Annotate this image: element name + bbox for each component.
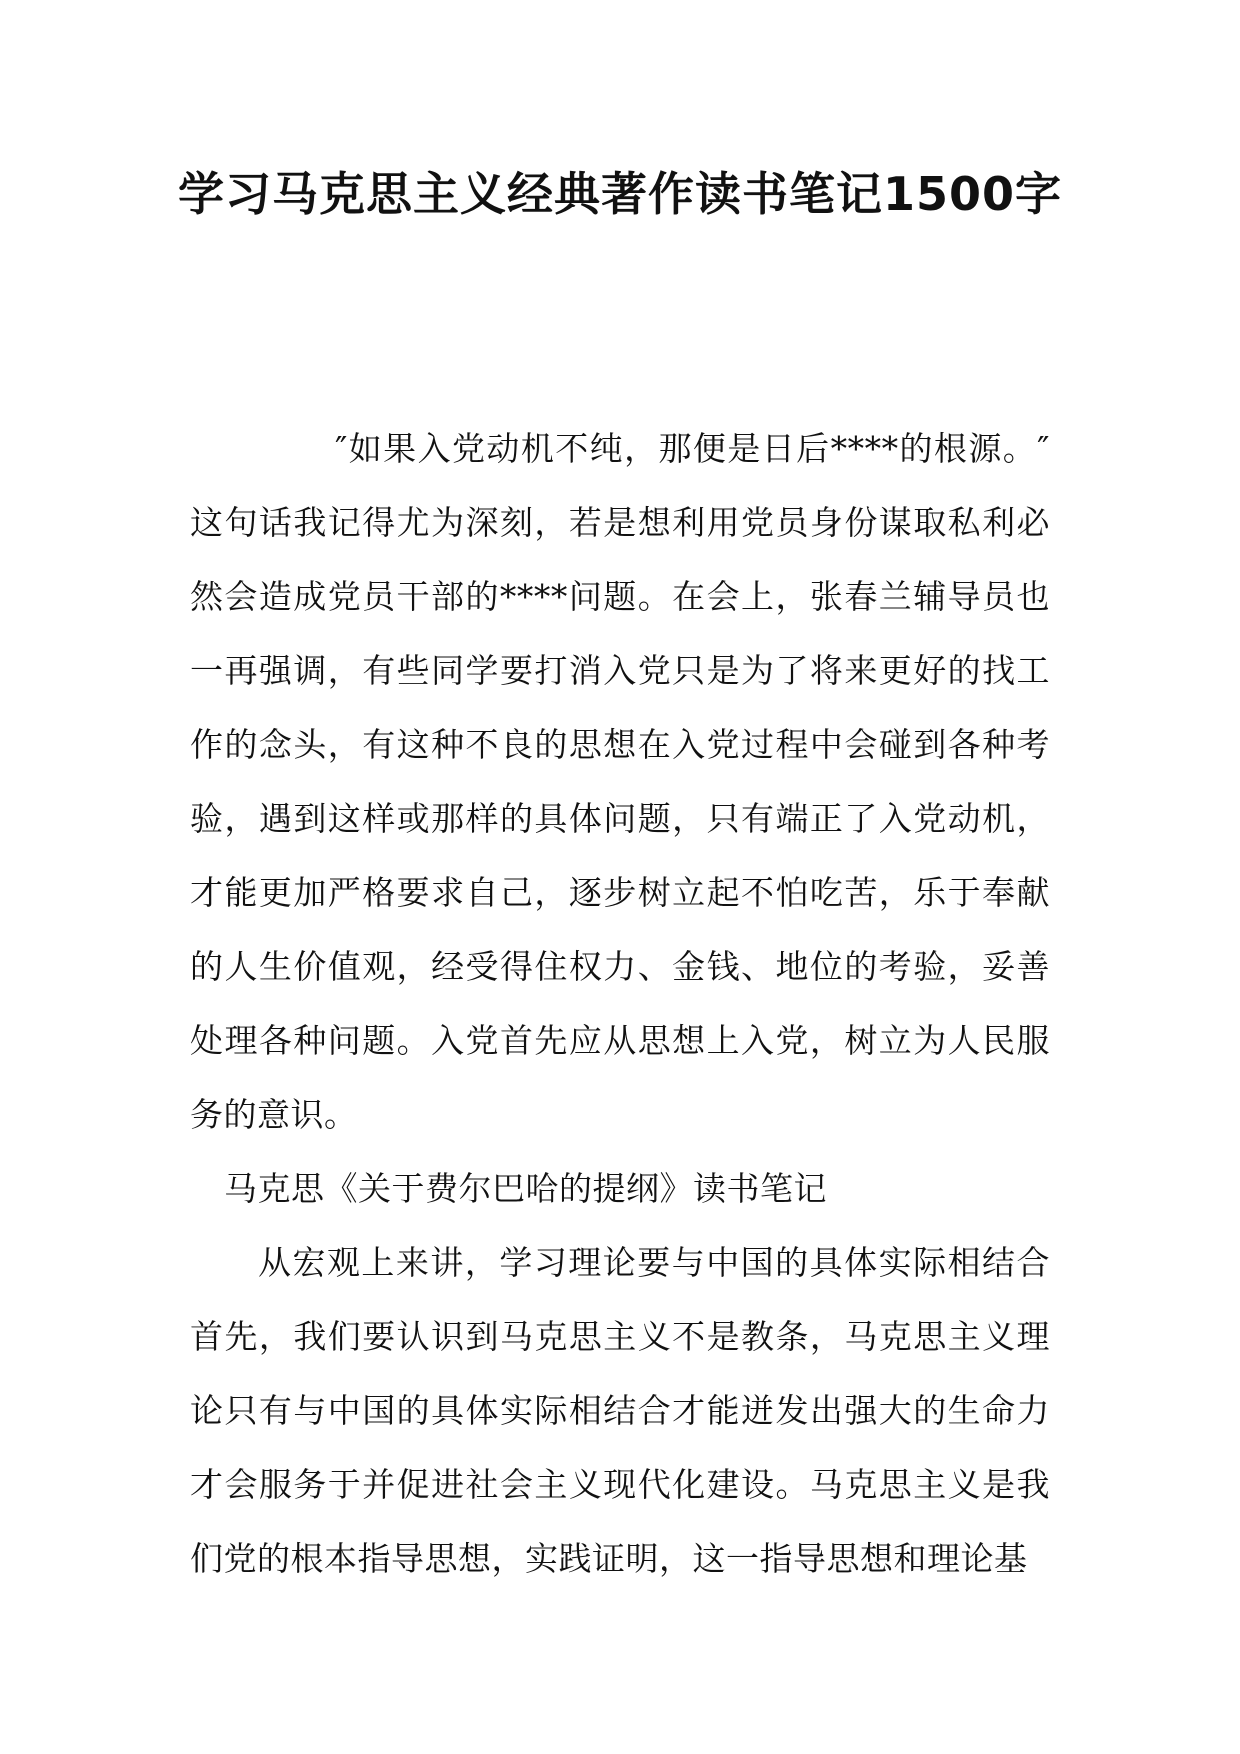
paragraph-motivation: ″如果入党动机不纯，那便是日后****的根源。″这句话我记得尤为深刻，若是想利用党员身份谋取私利必然会造成党员干部的****问题。在会上，张春兰辅导员也一再强调，有些同学要打消入党只是为了将来更好的找工作的念头，有这种不良的思想在入党过程中会碰到各种考验，遇到这样或那样的具体问题，只有端正了入党动机，才能更加严格要求自己，逐步树立起不怕吃苦，乐于奉献的人生价值观，经受得住权力、金钱、地位的考验，妥善处理各种问题。入党首先应从思想上入党，树立为人民服务的意识。 [190,429,1050,1134]
document-body [190,412,1050,1596]
section-heading-feuerbach: 马克思《关于费尔巴哈的提纲》读书笔记 [224,1169,827,1208]
paragraph-theory-practice: 从宏观上来讲，学习理论要与中国的具体实际相结合首先，我们要认识到马克思主义不是教条，马克思主义理论只有与中国的具体实际相结合才能迸发出强大的生命力才会服务于并促进社会主义现代化建设。马克思主义是我们党的根本指导思想，实践证明，这一指导思想和理论基 [190,1243,1050,1578]
document-title: 学习马克思主义经典著作读书笔记1500字 [177,167,1063,221]
